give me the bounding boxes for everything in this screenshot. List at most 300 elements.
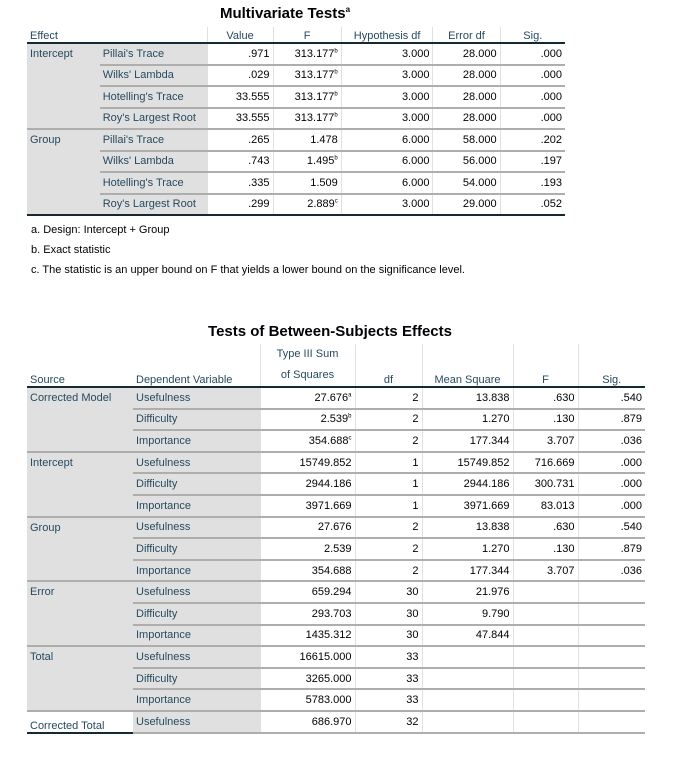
footnote-marker: c xyxy=(334,198,338,205)
value-cell xyxy=(207,65,273,87)
hypothesis-df-cell-text: 6.000 xyxy=(401,176,430,189)
mean-square-cell xyxy=(422,409,513,431)
df-cell xyxy=(355,711,422,733)
table-row xyxy=(27,517,645,539)
hypothesis-df-cell-text: 3.000 xyxy=(401,90,430,103)
sig-cell xyxy=(578,430,645,452)
f-cell xyxy=(273,129,341,151)
sum-of-squares-cell xyxy=(260,581,355,603)
sum-of-squares-cell-text: 5783.000 xyxy=(305,694,352,707)
error-df-cell-text: 28.000 xyxy=(462,90,497,103)
sig-cell xyxy=(578,560,645,582)
statistic-label-text: Roy's Largest Root xyxy=(102,112,196,125)
sig-cell-text: .202 xyxy=(540,133,562,146)
statistic-label-text: Wilks' Lambda xyxy=(102,69,174,82)
error-df-cell xyxy=(433,151,500,173)
f-cell-text: 1.509 xyxy=(310,176,338,189)
sig-cell-text: .000 xyxy=(540,112,562,125)
sig-cell-text: .000 xyxy=(540,90,562,103)
effect-label xyxy=(27,43,100,129)
sum-of-squares-cell xyxy=(260,452,355,474)
mean-square-cell-text: 3971.669 xyxy=(463,499,510,512)
table-row xyxy=(27,151,565,173)
hypothesis-df-cell-text: 6.000 xyxy=(401,133,430,146)
dependent-variable-label xyxy=(133,668,260,690)
sum-of-squares-cell xyxy=(260,668,355,690)
sum-of-squares-cell xyxy=(260,603,355,625)
f-cell xyxy=(273,65,341,87)
sig-cell-text: .000 xyxy=(620,456,642,469)
f-cell xyxy=(513,387,578,409)
mean-square-cell xyxy=(422,646,513,668)
mean-square-cell xyxy=(422,711,513,733)
header-df: df xyxy=(355,344,422,387)
f-cell-text: 300.731 xyxy=(534,478,575,491)
hypothesis-df-cell-text: 3.000 xyxy=(401,112,430,125)
sum-of-squares-cell-text: 354.688 xyxy=(311,564,352,577)
sum-of-squares-cell xyxy=(260,625,355,647)
mean-square-cell xyxy=(422,603,513,625)
table-row xyxy=(27,452,645,474)
sum-of-squares-cell-text: 2944.186 xyxy=(305,478,352,491)
hypothesis-df-cell xyxy=(341,129,433,151)
sig-cell-text: .052 xyxy=(540,198,562,211)
dependent-variable-label xyxy=(133,560,260,582)
hypothesis-df-cell-text: 3.000 xyxy=(401,47,430,60)
sum-of-squares-cell-text: 3971.669 xyxy=(305,499,352,512)
source-label xyxy=(27,517,133,582)
mean-square-cell-text: 1.270 xyxy=(481,413,510,426)
statistic-label xyxy=(100,172,207,194)
sig-cell-text: .000 xyxy=(540,47,562,60)
sum-of-squares-cell-text: 686.970 xyxy=(311,715,352,728)
statistic-label xyxy=(100,129,207,151)
multivariate-tests-table xyxy=(27,27,565,216)
value-cell xyxy=(207,86,273,108)
mean-square-cell xyxy=(422,668,513,690)
sum-of-squares-cell-text: 2.539 xyxy=(320,413,349,426)
sig-cell-text: .000 xyxy=(540,69,562,82)
between-subjects-title xyxy=(180,323,480,340)
source-label-text: Corrected Total xyxy=(30,719,105,732)
footnote-marker: b xyxy=(334,112,338,119)
f-cell-text: 2.889 xyxy=(307,198,335,211)
f-cell xyxy=(273,108,341,130)
f-cell xyxy=(273,194,341,216)
hypothesis-df-cell xyxy=(341,151,433,173)
header-error-df: Error df xyxy=(433,27,500,43)
mean-square-cell-text: 9.790 xyxy=(481,607,510,620)
source-label-text: Group xyxy=(30,521,61,534)
df-cell xyxy=(355,646,422,668)
df-cell-text: 2 xyxy=(412,521,419,534)
source-label xyxy=(27,711,133,733)
mean-square-cell-text: 13.838 xyxy=(475,521,510,534)
f-cell-text: 3.707 xyxy=(546,564,575,577)
mean-square-cell xyxy=(422,538,513,560)
sum-of-squares-cell xyxy=(260,646,355,668)
sum-of-squares-cell-text: 293.703 xyxy=(311,607,352,620)
f-cell xyxy=(513,517,578,539)
dependent-variable-label-text: Difficulty xyxy=(136,607,178,620)
header-dependent-variable: Dependent Variable xyxy=(133,344,260,387)
footnote-marker: b xyxy=(334,48,338,55)
mean-square-cell-text: 47.844 xyxy=(475,629,510,642)
mean-square-cell xyxy=(422,473,513,495)
sig-cell xyxy=(578,473,645,495)
mean-square-cell-text: 2944.186 xyxy=(463,478,510,491)
df-cell xyxy=(355,430,422,452)
mean-square-cell xyxy=(422,625,513,647)
table-row xyxy=(27,646,645,668)
df-cell-text: 30 xyxy=(406,607,419,620)
f-cell-text: .630 xyxy=(553,521,575,534)
sig-cell-text: .036 xyxy=(620,564,642,577)
sig-cell xyxy=(578,452,645,474)
statistic-label-text: Pillai's Trace xyxy=(102,47,165,60)
table-row xyxy=(27,108,565,130)
table-row xyxy=(27,711,645,733)
error-df-cell xyxy=(433,194,500,216)
dependent-variable-label-text: Usefulness xyxy=(136,586,191,599)
statistic-label-text: Hotelling's Trace xyxy=(102,176,184,189)
sig-cell xyxy=(578,689,645,711)
dependent-variable-label-text: Difficulty xyxy=(136,413,178,426)
error-df-cell-text: 54.000 xyxy=(462,176,497,189)
f-cell xyxy=(513,646,578,668)
sig-cell xyxy=(500,194,565,216)
f-cell-text: 1.478 xyxy=(310,133,338,146)
mean-square-cell xyxy=(422,387,513,409)
f-cell xyxy=(513,581,578,603)
f-cell-text: 83.013 xyxy=(540,499,575,512)
df-cell-text: 32 xyxy=(406,715,419,728)
header-statistic xyxy=(100,27,207,43)
df-cell xyxy=(355,560,422,582)
source-label-text: Intercept xyxy=(30,456,73,469)
error-df-cell xyxy=(433,65,500,87)
df-cell xyxy=(355,387,422,409)
dependent-variable-label xyxy=(133,473,260,495)
df-cell-text: 2 xyxy=(412,391,419,404)
dependent-variable-label xyxy=(133,711,260,733)
sig-cell xyxy=(578,625,645,647)
statistic-label-text: Pillai's Trace xyxy=(102,133,165,146)
footnote-marker: b xyxy=(334,69,338,76)
f-cell-text: .130 xyxy=(553,542,575,555)
df-cell xyxy=(355,668,422,690)
mean-square-cell xyxy=(422,581,513,603)
sig-cell xyxy=(578,668,645,690)
mean-square-cell-text: 177.344 xyxy=(469,434,510,447)
sig-cell-text: .540 xyxy=(620,521,642,534)
f-cell-text: .130 xyxy=(553,413,575,426)
df-cell-text: 2 xyxy=(412,542,419,555)
value-cell xyxy=(207,172,273,194)
dependent-variable-label-text: Difficulty xyxy=(136,478,178,491)
dependent-variable-label-text: Difficulty xyxy=(136,542,178,555)
f-cell-text: 3.707 xyxy=(546,434,575,447)
hypothesis-df-cell xyxy=(341,43,433,65)
sum-of-squares-cell xyxy=(260,689,355,711)
value-cell xyxy=(207,43,273,65)
sig-cell xyxy=(500,151,565,173)
statistic-label xyxy=(100,65,207,87)
f-cell xyxy=(513,689,578,711)
f-cell xyxy=(513,495,578,517)
df-cell-text: 2 xyxy=(412,434,419,447)
between-subjects-table xyxy=(27,344,645,734)
hypothesis-df-cell xyxy=(341,108,433,130)
sum-of-squares-cell xyxy=(260,387,355,409)
f-cell xyxy=(513,603,578,625)
sum-of-squares-cell-text: 1435.312 xyxy=(305,629,352,642)
header-mean-square: Mean Square xyxy=(422,344,513,387)
df-cell-text: 1 xyxy=(412,456,419,469)
f-cell xyxy=(513,538,578,560)
hypothesis-df-cell-text: 3.000 xyxy=(401,198,430,211)
source-label xyxy=(27,581,133,646)
dependent-variable-label-text: Importance xyxy=(136,694,192,707)
source-label-text: Error xyxy=(30,586,55,599)
hypothesis-df-cell-text: 3.000 xyxy=(401,69,430,82)
f-cell-text: 716.669 xyxy=(534,456,575,469)
dependent-variable-label xyxy=(133,430,260,452)
header-sum-of-squares: Type III Sum of Squares xyxy=(260,344,355,387)
f-cell xyxy=(513,560,578,582)
hypothesis-df-cell xyxy=(341,194,433,216)
value-cell xyxy=(207,151,273,173)
sig-cell-text: .193 xyxy=(540,176,562,189)
mean-square-cell-text: 13.838 xyxy=(475,391,510,404)
footnote-marker: a xyxy=(348,392,352,399)
df-cell xyxy=(355,689,422,711)
dependent-variable-label-text: Usefulness xyxy=(136,650,191,663)
df-cell xyxy=(355,581,422,603)
value-cell-text: .265 xyxy=(248,133,270,146)
error-df-cell xyxy=(433,108,500,130)
mean-square-cell-text: 15749.852 xyxy=(457,456,510,469)
title-text: Tests of Between-Subjects Effects xyxy=(208,323,452,340)
sig-cell xyxy=(578,711,645,733)
header-sig: Sig. xyxy=(500,27,565,43)
sum-of-squares-cell-text: 2.539 xyxy=(323,542,352,555)
sig-cell-text: .197 xyxy=(540,155,562,168)
footnote: c. The statistic is an upper bound on F that yields a lower bound on the significance level. xyxy=(31,264,465,276)
dependent-variable-label xyxy=(133,538,260,560)
mean-square-cell xyxy=(422,430,513,452)
table-row xyxy=(27,129,565,151)
mean-square-cell xyxy=(422,495,513,517)
footnote: a. Design: Intercept + Group xyxy=(31,224,170,236)
value-cell-text: .743 xyxy=(248,155,270,168)
statistic-label-text: Wilks' Lambda xyxy=(102,155,174,168)
sig-cell xyxy=(578,387,645,409)
f-cell xyxy=(273,151,341,173)
dependent-variable-label xyxy=(133,387,260,409)
dependent-variable-label xyxy=(133,495,260,517)
sig-cell xyxy=(500,86,565,108)
mean-square-cell-text: 1.270 xyxy=(481,542,510,555)
footnote: b. Exact statistic xyxy=(31,244,111,256)
mean-square-cell xyxy=(422,517,513,539)
value-cell-text: .299 xyxy=(248,198,270,211)
dependent-variable-label-text: Importance xyxy=(136,434,192,447)
sum-of-squares-cell xyxy=(260,517,355,539)
dependent-variable-label xyxy=(133,625,260,647)
source-label xyxy=(27,387,133,452)
error-df-cell xyxy=(433,43,500,65)
sig-cell-text: .879 xyxy=(620,413,642,426)
title-footnote-marker: a xyxy=(345,5,351,14)
df-cell-text: 30 xyxy=(406,629,419,642)
value-cell-text: .971 xyxy=(248,47,270,60)
sig-cell xyxy=(578,538,645,560)
f-cell xyxy=(513,625,578,647)
sig-cell xyxy=(500,108,565,130)
f-cell xyxy=(273,43,341,65)
effect-label-text: Group xyxy=(30,134,61,146)
sig-cell xyxy=(578,646,645,668)
sig-cell xyxy=(578,495,645,517)
dependent-variable-label-text: Usefulness xyxy=(136,456,191,469)
value-cell xyxy=(207,108,273,130)
table-row xyxy=(27,387,645,409)
table-row xyxy=(27,194,565,216)
f-cell-text: .630 xyxy=(553,391,575,404)
sig-cell-text: .879 xyxy=(620,542,642,555)
footnote-marker: b xyxy=(334,155,338,162)
table-row xyxy=(27,43,565,65)
error-df-cell-text: 58.000 xyxy=(462,133,497,146)
value-cell-text: .029 xyxy=(248,69,270,82)
f-cell xyxy=(513,711,578,733)
sum-of-squares-cell xyxy=(260,473,355,495)
statistic-label xyxy=(100,194,207,216)
header-f: F xyxy=(513,344,578,387)
df-cell-text: 1 xyxy=(412,499,419,512)
source-label xyxy=(27,452,133,517)
df-cell-text: 33 xyxy=(406,694,419,707)
value-cell xyxy=(207,194,273,216)
error-df-cell-text: 29.000 xyxy=(462,198,497,211)
header-effect: Effect xyxy=(27,27,100,43)
dependent-variable-label-text: Importance xyxy=(136,629,192,642)
error-df-cell xyxy=(433,129,500,151)
df-cell-text: 33 xyxy=(406,650,419,663)
statistic-label xyxy=(100,151,207,173)
df-cell xyxy=(355,452,422,474)
dependent-variable-label-text: Importance xyxy=(136,564,192,577)
sum-of-squares-cell-text: 354.688 xyxy=(308,434,349,447)
dependent-variable-label-text: Usefulness xyxy=(136,391,191,404)
error-df-cell-text: 28.000 xyxy=(462,47,497,60)
df-cell xyxy=(355,409,422,431)
mean-square-cell xyxy=(422,689,513,711)
dependent-variable-label xyxy=(133,517,260,539)
df-cell-text: 1 xyxy=(412,478,419,491)
table-row xyxy=(27,581,645,603)
f-cell-text: 313.177 xyxy=(294,47,335,60)
sum-of-squares-cell-text: 15749.852 xyxy=(299,456,352,469)
statistic-label xyxy=(100,86,207,108)
statistic-label xyxy=(100,43,207,65)
statistic-label-text: Hotelling's Trace xyxy=(102,90,184,103)
sig-cell xyxy=(578,409,645,431)
sum-of-squares-cell xyxy=(260,430,355,452)
source-label xyxy=(27,646,133,711)
hypothesis-df-cell xyxy=(341,65,433,87)
error-df-cell-text: 28.000 xyxy=(462,69,497,82)
df-cell-text: 30 xyxy=(406,586,419,599)
table-row xyxy=(27,86,565,108)
value-cell-text: 33.555 xyxy=(235,90,270,103)
sum-of-squares-cell-text: 3265.000 xyxy=(305,672,352,685)
dependent-variable-label-text: Usefulness xyxy=(136,521,191,534)
f-cell xyxy=(513,473,578,495)
value-cell xyxy=(207,129,273,151)
f-cell xyxy=(513,452,578,474)
sig-cell-text: .540 xyxy=(620,391,642,404)
dependent-variable-label xyxy=(133,603,260,625)
error-df-cell xyxy=(433,86,500,108)
mean-square-cell-text: 177.344 xyxy=(469,564,510,577)
df-cell-text: 2 xyxy=(412,564,419,577)
source-label-text: Total xyxy=(30,651,54,664)
dependent-variable-label xyxy=(133,409,260,431)
error-df-cell-text: 56.000 xyxy=(462,155,497,168)
title-text: Multivariate Tests xyxy=(219,5,346,22)
hypothesis-df-cell xyxy=(341,86,433,108)
sig-cell-text: .000 xyxy=(620,478,642,491)
f-cell xyxy=(513,409,578,431)
error-df-cell-text: 28.000 xyxy=(462,112,497,125)
sum-of-squares-cell-text: 659.294 xyxy=(311,586,352,599)
f-cell xyxy=(513,430,578,452)
f-cell xyxy=(513,668,578,690)
sum-of-squares-cell xyxy=(260,495,355,517)
dependent-variable-label xyxy=(133,581,260,603)
df-cell xyxy=(355,517,422,539)
footnote-marker: c xyxy=(348,435,352,442)
value-cell-text: 33.555 xyxy=(235,112,270,125)
sig-cell xyxy=(500,43,565,65)
sum-of-squares-cell xyxy=(260,560,355,582)
mean-square-cell xyxy=(422,560,513,582)
sig-cell xyxy=(500,129,565,151)
sig-cell xyxy=(578,603,645,625)
sig-cell xyxy=(500,172,565,194)
footnote-marker: b xyxy=(334,91,338,98)
dependent-variable-label xyxy=(133,646,260,668)
df-cell xyxy=(355,625,422,647)
f-cell xyxy=(273,172,341,194)
table-row xyxy=(27,172,565,194)
dependent-variable-label xyxy=(133,452,260,474)
effect-label xyxy=(27,129,100,215)
f-cell xyxy=(273,86,341,108)
sum-of-squares-cell xyxy=(260,711,355,733)
footnote-marker: b xyxy=(348,413,352,420)
sig-cell xyxy=(500,65,565,87)
df-cell-text: 2 xyxy=(412,413,419,426)
dependent-variable-label-text: Difficulty xyxy=(136,672,178,685)
sum-of-squares-cell-text: 16615.000 xyxy=(299,650,352,663)
header-source: Source xyxy=(27,344,133,387)
df-cell xyxy=(355,603,422,625)
sum-of-squares-cell-text: 27.676 xyxy=(317,521,352,534)
sum-of-squares-cell xyxy=(260,538,355,560)
